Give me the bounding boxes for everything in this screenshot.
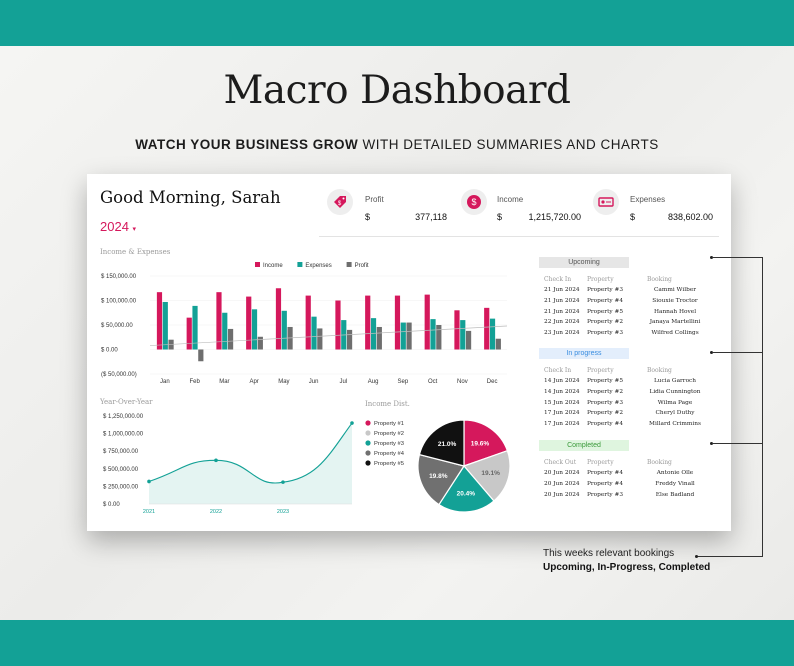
year-selector[interactable] <box>100 219 136 234</box>
bar-income <box>216 292 221 349</box>
legend-swatch <box>365 420 370 425</box>
callout-note: This weeks relevant bookings <box>543 548 675 559</box>
table-cell: 17 Jun 2024 <box>544 421 580 428</box>
legend-label: Expenses <box>305 263 332 269</box>
x-tick-label: Oct <box>427 379 438 385</box>
bar-expenses <box>222 313 227 350</box>
table-cell: Property #2 <box>587 319 624 326</box>
table-cell: Property #3 <box>587 491 624 498</box>
x-tick-label: Apr <box>249 379 259 385</box>
y-tick-label: $ 0.00 <box>103 502 120 508</box>
table-cell: Property #5 <box>587 308 624 315</box>
callout-dot-note <box>695 555 698 558</box>
callout-line <box>712 257 762 258</box>
svg-text:$: $ <box>337 201 342 207</box>
y-tick-label: $ 50,000.00 <box>101 323 133 329</box>
y-tick-label: $ 250,000.00 <box>103 484 139 491</box>
x-tick-label: Nov <box>457 379 468 385</box>
column-header: Property <box>587 367 614 374</box>
bar-expenses <box>460 320 465 349</box>
yoy-chart <box>87 406 362 518</box>
table-cell: Property #3 <box>587 287 624 293</box>
bar-income <box>365 296 370 350</box>
table-cell: Lucia Garroch <box>653 378 697 384</box>
pie-value-label: 20.4% <box>456 490 476 498</box>
yoy-label: Year-Over-Year <box>100 398 153 406</box>
y-tick-label: $ 750,000.00 <box>103 449 139 456</box>
bar-expenses <box>163 302 168 350</box>
yoy-point <box>350 421 354 425</box>
bill-icon <box>593 189 619 215</box>
column-header: Check Out <box>544 459 577 466</box>
table-cell: Property #4 <box>587 470 624 476</box>
y-tick-label: $ 1,250,000.00 <box>103 414 144 420</box>
x-tick-label: Aug <box>367 379 379 385</box>
legend-label: Property #5 <box>374 461 404 467</box>
kpi-profit-value: 377,118 <box>415 212 447 222</box>
table-cell: Property #5 <box>587 378 624 384</box>
column-header: Booking <box>647 459 672 466</box>
subtitle-rest: WITH DETAILED SUMMARIES AND CHARTS <box>358 137 659 152</box>
pie-value-label: 19.1% <box>481 470 500 478</box>
coin-dollar-icon <box>461 189 487 215</box>
page-title: Macro Dashboard <box>223 68 571 113</box>
table-cell: 21 Jun 2024 <box>544 287 580 293</box>
callout-note-bold: Upcoming, In-Progress, Completed <box>543 562 711 573</box>
table-cell: Property #2 <box>587 410 624 417</box>
yoy-point <box>281 480 285 484</box>
bar-expenses <box>282 311 287 350</box>
y-tick-label: ($ 50,000.00) <box>101 372 137 378</box>
table-cell: Freddy Vinall <box>655 480 695 487</box>
column-header: Property <box>587 276 614 283</box>
table-cell: Siouxie Troctor <box>652 297 698 304</box>
bar-profit <box>317 328 322 349</box>
table-cell: 21 Jun 2024 <box>544 308 580 315</box>
table-cell: Property #4 <box>587 421 624 428</box>
table-cell: Property #4 <box>587 480 624 487</box>
bar-expenses <box>371 318 376 349</box>
y-tick-label: $ 500,000.00 <box>103 466 139 473</box>
y-tick-label: $ 100,000.00 <box>101 298 137 305</box>
table-cell: 22 Jun 2024 <box>544 319 580 326</box>
table-cell: Else Badland <box>655 491 695 498</box>
table-cell: 21 Jun 2024 <box>544 297 580 304</box>
table-cell: Property #3 <box>587 330 624 337</box>
profit-trendline <box>150 326 507 346</box>
bar-expenses <box>430 319 435 349</box>
legend-swatch <box>297 262 302 267</box>
table-cell: Property #2 <box>587 388 624 395</box>
chevron-down-icon: ▾ <box>132 226 137 233</box>
bar-profit <box>436 325 441 350</box>
table-cell: Property #4 <box>587 297 624 304</box>
table-cell: Property #3 <box>587 399 624 406</box>
x-tick-label: May <box>278 379 290 385</box>
column-header: Check In <box>544 367 572 374</box>
table-cell: 20 Jun 2024 <box>544 491 580 498</box>
bar-expenses <box>252 309 257 349</box>
kpi-expenses-currency: $ <box>630 212 636 222</box>
y-tick-label: $ 1,000,000.00 <box>103 431 144 438</box>
table-cell: 20 Jun 2024 <box>544 470 580 476</box>
bar-income <box>306 296 311 350</box>
legend-label: Income <box>263 263 283 269</box>
income-expenses-label: Income & Expenses <box>100 248 171 256</box>
legend-swatch <box>255 262 260 267</box>
x-tick-label: 2022 <box>209 509 223 515</box>
bar-income <box>484 308 489 350</box>
legend-swatch <box>365 450 370 455</box>
table-cell: 14 Jun 2024 <box>544 378 580 384</box>
income-dist-label: Income Dist. <box>365 400 410 408</box>
x-tick-label: Feb <box>189 379 200 385</box>
bar-profit <box>377 327 382 350</box>
table-cell: Wilfred Collings <box>651 330 699 337</box>
table-cell: Wilma Page <box>657 399 693 406</box>
completed-header: Completed <box>539 440 629 451</box>
callout-line <box>697 556 763 557</box>
kpi-income-label: Income <box>497 195 524 204</box>
table-cell: 17 Jun 2024 <box>544 410 580 417</box>
bar-expenses <box>490 319 495 350</box>
x-tick-label: Jan <box>160 379 170 385</box>
callout-line <box>712 443 762 444</box>
bar-income <box>157 292 162 349</box>
table-cell: Janaya Martellini <box>649 319 701 326</box>
table-cell: Cheryl Duthy <box>655 410 695 417</box>
tag-dollar-icon <box>327 189 353 215</box>
bottom-banner <box>0 620 794 666</box>
kpi-profit-label: Profit <box>365 195 384 204</box>
x-tick-label: Dec <box>486 379 498 385</box>
income-expenses-chart <box>87 256 527 391</box>
bar-profit <box>496 339 501 350</box>
y-tick-label: $ 0.00 <box>101 347 118 354</box>
bar-income <box>246 297 251 350</box>
page-subtitle <box>0 137 794 152</box>
pie-value-label: 21.0% <box>437 441 457 449</box>
column-header: Booking <box>647 367 672 374</box>
year-value: 2024 <box>100 219 129 234</box>
pie-value-label: 19.6% <box>470 440 490 448</box>
table-cell: 15 Jun 2024 <box>544 399 580 406</box>
legend-label: Property #1 <box>374 421 404 427</box>
bar-profit <box>258 337 263 350</box>
bar-income <box>395 296 400 350</box>
greeting: Good Morning, Sarah <box>100 188 281 207</box>
x-tick-label: Jun <box>308 379 319 385</box>
table-cell: 14 Jun 2024 <box>544 388 580 395</box>
pie-value-label: 19.8% <box>429 473 448 481</box>
legend-swatch <box>365 440 370 445</box>
kpi-income-value: 1,215,720.00 <box>528 212 581 222</box>
column-header: Booking <box>647 276 672 283</box>
kpi-expenses-label: Expenses <box>630 195 666 204</box>
y-tick-label: $ 150,000.00 <box>101 274 137 280</box>
legend-label: Property #2 <box>374 431 404 437</box>
bar-income <box>335 301 340 350</box>
bar-profit <box>228 329 233 350</box>
x-tick-label: Mar <box>219 379 230 385</box>
x-tick-label: Jul <box>339 379 348 385</box>
x-tick-label: 2023 <box>276 509 290 515</box>
legend-swatch <box>365 460 370 465</box>
svg-text:$: $ <box>471 197 477 207</box>
bar-profit <box>198 350 203 362</box>
subtitle-bold: WATCH YOUR BUSINESS GROW <box>135 137 359 152</box>
income-dist-chart <box>362 410 522 526</box>
bar-profit <box>466 331 471 350</box>
kpi-divider <box>319 236 719 237</box>
kpi-expenses-value: 838,602.00 <box>667 212 713 222</box>
table-cell: Cammi Wilber <box>653 287 697 293</box>
legend-label: Profit <box>354 263 369 269</box>
upcoming-header: Upcoming <box>539 257 629 268</box>
kpi-profit-currency: $ <box>365 212 371 222</box>
bar-expenses <box>401 323 406 350</box>
x-tick-label: Sep <box>397 379 409 385</box>
kpi-income-currency: $ <box>497 212 503 222</box>
bar-profit <box>406 323 411 350</box>
legend-swatch <box>347 262 352 267</box>
bar-income <box>454 310 459 349</box>
column-header: Property <box>587 459 614 466</box>
legend-label: Property #3 <box>374 441 404 447</box>
table-cell: 23 Jun 2024 <box>544 330 580 337</box>
table-cell: Lidia Cunnington <box>649 388 701 395</box>
callout-line <box>762 257 763 556</box>
x-tick-label: 2021 <box>142 509 156 515</box>
column-header: Check In <box>544 276 572 283</box>
in-progress-header: In progress <box>539 348 629 359</box>
yoy-point <box>147 480 151 484</box>
bar-income <box>276 288 281 349</box>
bar-income <box>425 295 430 350</box>
table-cell: Hannah Hovel <box>653 308 697 315</box>
bar-expenses <box>311 317 316 350</box>
bar-profit <box>347 330 352 350</box>
dashboard-panel <box>87 174 731 531</box>
bar-income <box>187 318 192 350</box>
yoy-point <box>214 459 218 463</box>
table-cell: Antonie Olle <box>656 470 694 476</box>
legend-swatch <box>365 430 370 435</box>
table-cell: 20 Jun 2024 <box>544 480 580 487</box>
callout-line <box>712 352 762 353</box>
table-cell: Millard Crimmins <box>649 421 701 428</box>
top-banner <box>0 0 794 46</box>
legend-label: Property #4 <box>374 451 404 457</box>
